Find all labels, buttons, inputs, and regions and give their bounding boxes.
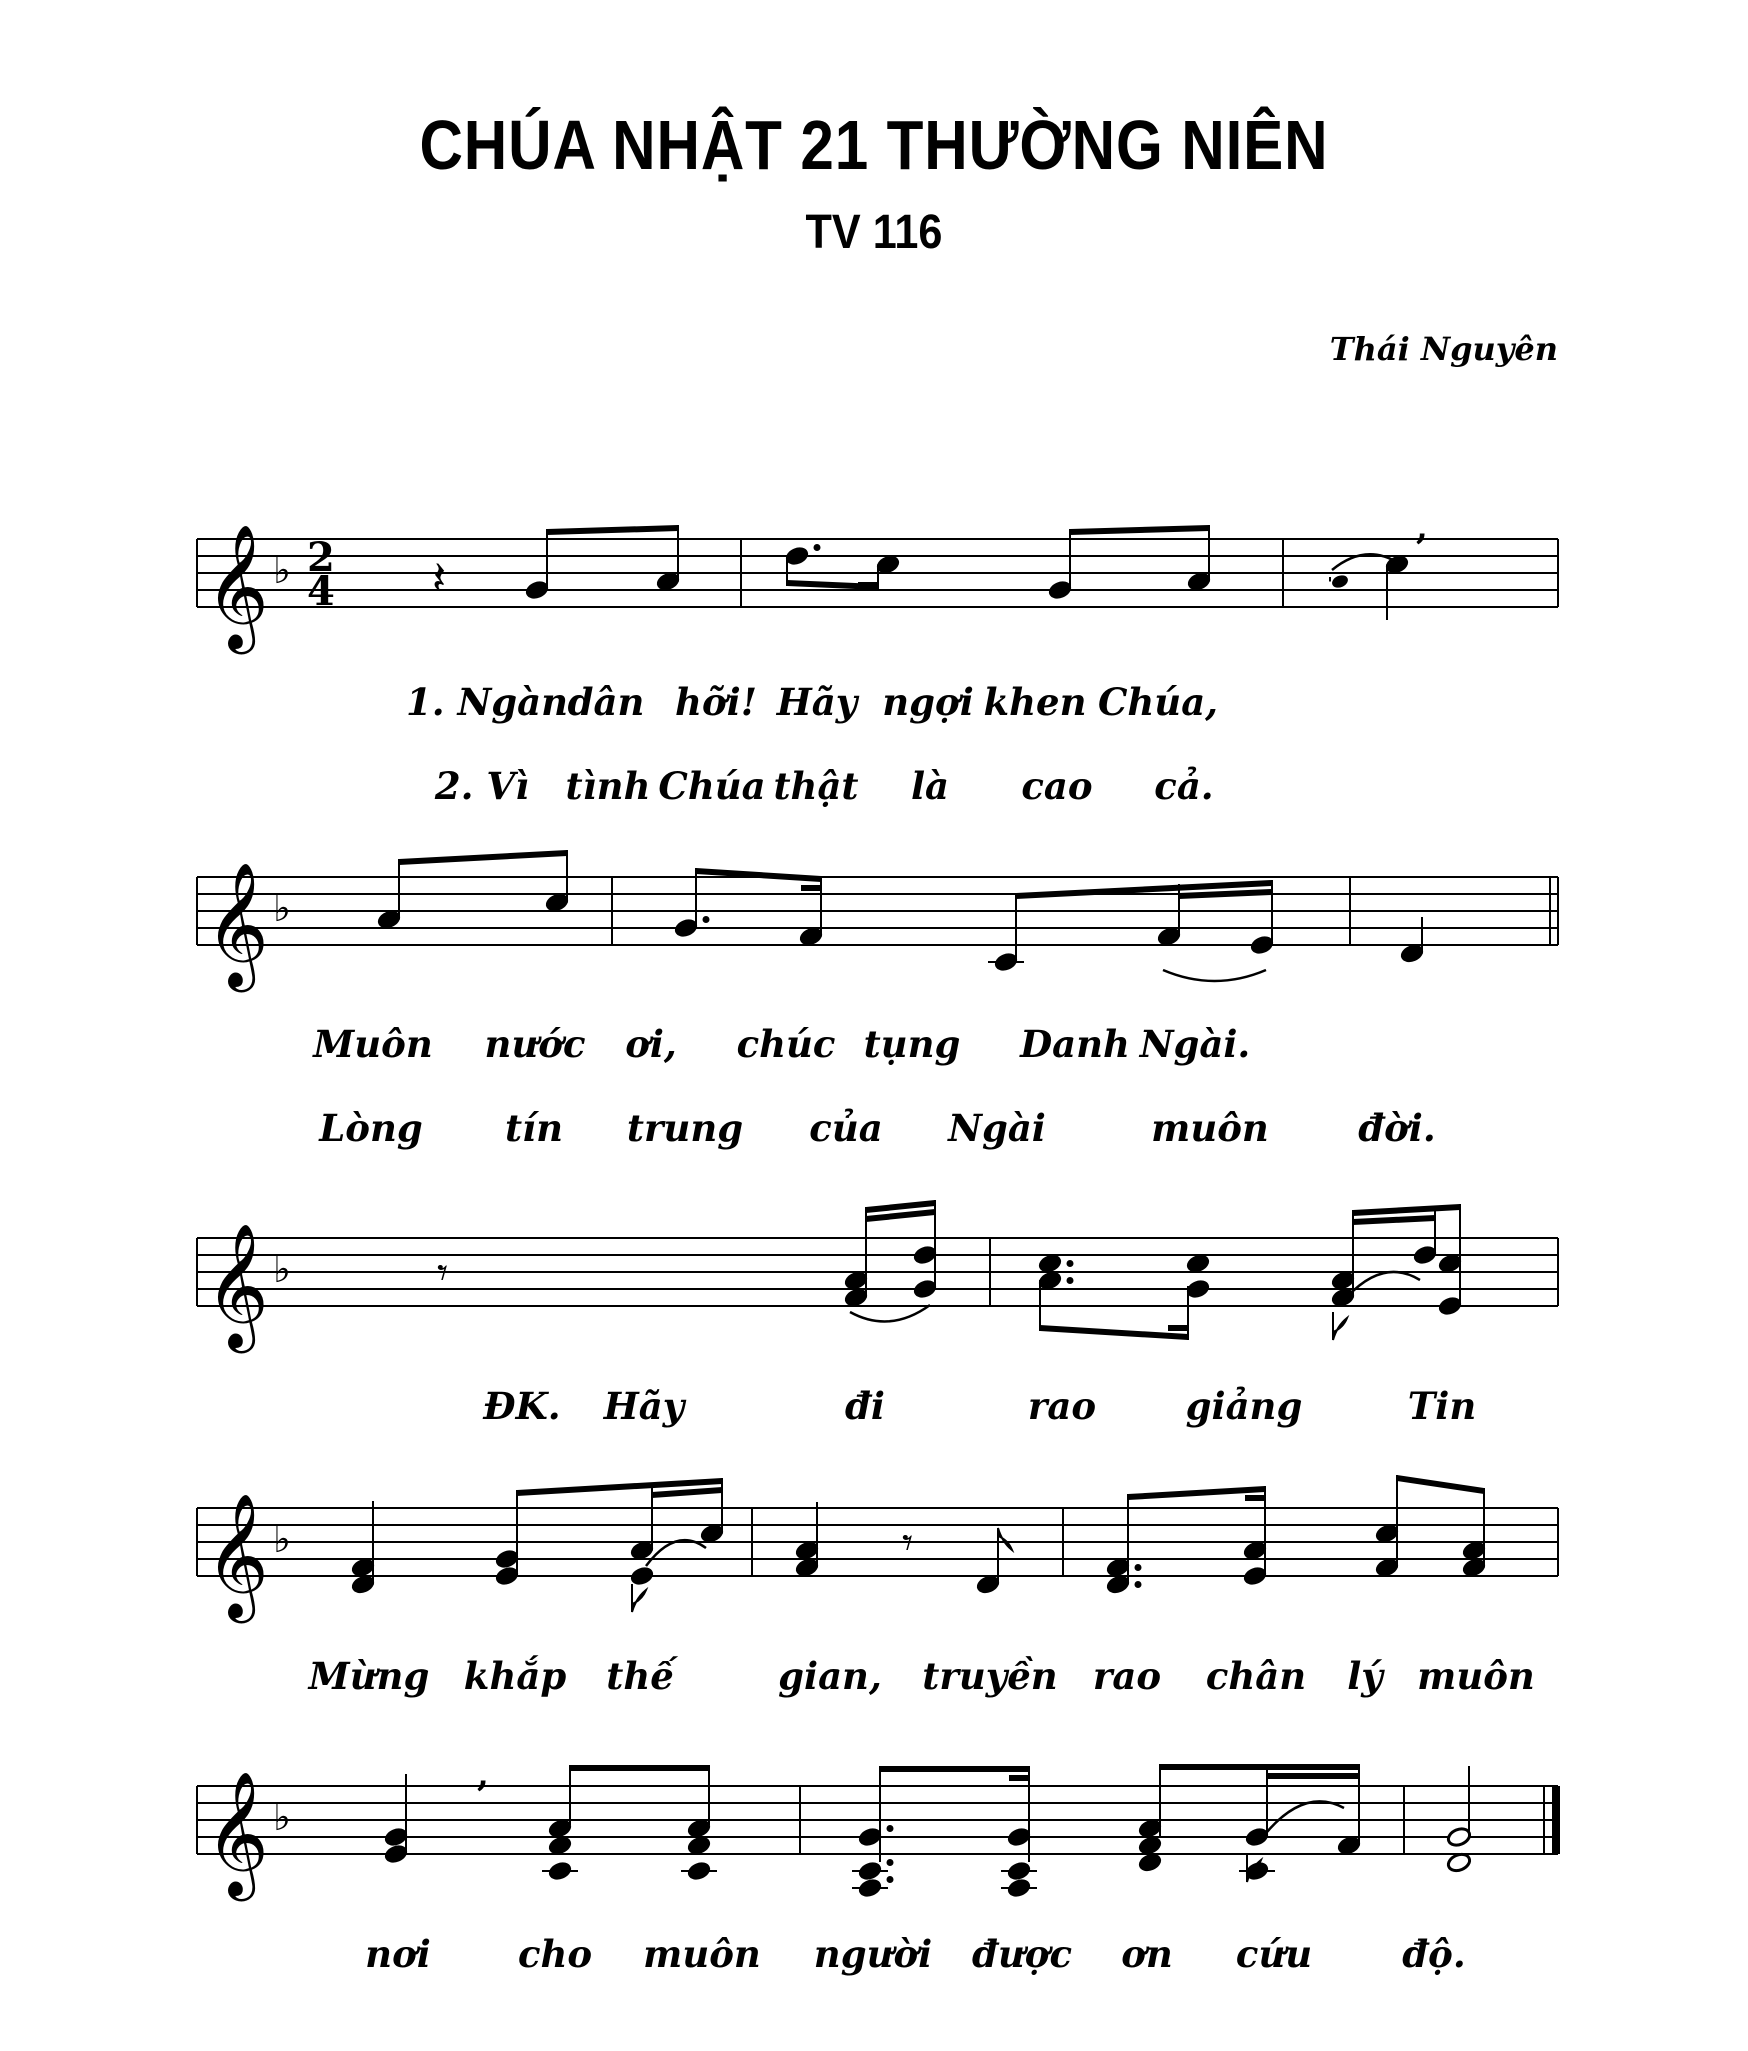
note-beam <box>652 1487 722 1498</box>
lyric-syllable: được <box>972 1932 1072 1976</box>
lyric-syllable: đi <box>845 1384 885 1428</box>
lyric-syllable: Muôn <box>313 1022 433 1066</box>
lyric-syllable: muôn <box>1151 1106 1269 1150</box>
augmentation-dot <box>1067 1277 1074 1284</box>
note-beam <box>1168 1325 1188 1331</box>
treble-clef-icon: 𝄞 <box>205 1771 269 1896</box>
lyric-syllable: ĐK. <box>483 1384 561 1428</box>
lyric-syllable: thật <box>773 764 859 808</box>
lyric-syllable: giảng <box>1185 1384 1303 1428</box>
lyric-syllable: gian, <box>778 1654 882 1698</box>
time-signature-bottom: 4 <box>307 568 335 615</box>
page-title: CHÚA NHẬT 21 THƯỜNG NIÊN <box>419 106 1329 184</box>
lyric-syllable: tín <box>504 1106 564 1150</box>
lyric-syllable: 1. Ngàn <box>405 680 569 724</box>
lyric-syllable: rao <box>1027 1384 1097 1428</box>
lyric-syllable: của <box>809 1106 883 1150</box>
lyric-syllable: nước <box>484 1022 586 1066</box>
lyric-syllable: chân <box>1205 1654 1307 1698</box>
lyric-syllable: Chúa, <box>1097 680 1219 724</box>
psalm-number: TV 116 <box>805 206 943 259</box>
final-barline <box>1552 1786 1560 1854</box>
lyric-syllable: Lòng <box>319 1106 423 1150</box>
lyric-syllable: muôn <box>643 1932 761 1976</box>
breath-mark-icon: , <box>1416 508 1428 548</box>
lyric-syllable: khắp <box>463 1654 567 1698</box>
lyric-syllable: dân <box>567 680 645 724</box>
lyric-syllable: chúc <box>736 1022 836 1066</box>
lyric-syllable: cho <box>517 1932 593 1976</box>
note-beam <box>570 1765 709 1771</box>
note-flag <box>998 1528 1012 1550</box>
treble-clef-icon: 𝄞 <box>205 1223 269 1348</box>
lyric-syllable: ngợi <box>882 680 974 724</box>
note-beam <box>1070 525 1209 535</box>
lyric-syllable: Tin <box>1407 1384 1477 1428</box>
lyric-syllable: thế <box>606 1654 674 1698</box>
note-beam <box>880 1766 1029 1772</box>
augmentation-dot <box>814 544 821 551</box>
note-beam <box>858 582 878 588</box>
lyric-syllable: cứu <box>1235 1932 1313 1976</box>
composer-name: Thái Nguyên <box>1329 330 1558 368</box>
lyric-syllable: tụng <box>863 1022 961 1066</box>
lyric-syllable: người <box>813 1932 933 1976</box>
slur <box>850 1305 930 1321</box>
lyric-syllable: Hãy <box>776 680 858 724</box>
note-beam <box>1397 1475 1484 1494</box>
augmentation-dot <box>1067 1260 1074 1267</box>
lyric-syllable: ơn <box>1121 1932 1173 1976</box>
note-head <box>629 1565 655 1587</box>
flat-key-signature-icon: ♭ <box>273 886 291 930</box>
lyric-syllable: lý <box>1347 1654 1383 1698</box>
breath-mark-icon: , <box>477 1755 489 1795</box>
note-beam <box>1245 1495 1265 1501</box>
lyric-syllable: đời. <box>1358 1106 1436 1150</box>
augmentation-dot <box>887 1859 894 1866</box>
lyric-syllable: tình <box>565 764 651 808</box>
slur <box>646 1540 706 1566</box>
eighth-rest-icon: 𝄾 <box>902 1518 914 1567</box>
lyric-syllable: ơi, <box>625 1022 677 1066</box>
note-beam <box>1353 1215 1435 1225</box>
flat-key-signature-icon: ♭ <box>273 548 291 592</box>
lyric-syllable: hỡi! <box>675 680 757 724</box>
lyric-syllable: Mừng <box>308 1654 430 1698</box>
note-beam <box>547 525 678 535</box>
lyric-syllable: rao <box>1092 1654 1162 1698</box>
note-flag <box>1333 1318 1347 1340</box>
lyric-syllable: Chúa <box>658 764 766 808</box>
lyric-syllable: Hãy <box>603 1384 685 1428</box>
note-beam <box>1128 1486 1265 1500</box>
eighth-rest-icon: 𝄾 <box>437 1248 449 1297</box>
flat-key-signature-icon: ♭ <box>273 1247 291 1291</box>
augmentation-dot <box>887 1825 894 1832</box>
flat-key-signature-icon: ♭ <box>273 1795 291 1839</box>
lyric-syllable: cao <box>1021 764 1093 808</box>
quarter-rest-icon: 𝄽 <box>432 551 447 605</box>
lyric-syllable: Ngài <box>948 1106 1046 1150</box>
note-flag <box>632 1590 646 1612</box>
note-beam <box>801 885 821 891</box>
lyric-syllable: là <box>910 764 950 808</box>
note-beam <box>696 868 821 882</box>
note-beam <box>1040 1325 1188 1340</box>
lyric-syllable: Ngài. <box>1139 1022 1251 1066</box>
augmentation-dot <box>1135 1564 1142 1571</box>
time-signature-top: 2 <box>307 534 335 581</box>
augmentation-dot <box>703 916 710 923</box>
augmentation-dot <box>887 1876 894 1883</box>
note-beam <box>1179 889 1272 899</box>
treble-clef-icon: 𝄞 <box>205 524 269 649</box>
treble-clef-icon: 𝄞 <box>205 862 269 987</box>
note-head <box>1331 574 1349 590</box>
note-beam <box>1009 1775 1029 1781</box>
lyric-syllable: Danh <box>1020 1022 1130 1066</box>
lyric-syllable: cả. <box>1154 764 1214 808</box>
lyric-syllable: trung <box>626 1106 744 1150</box>
lyric-syllable: muôn <box>1417 1654 1535 1698</box>
note-beam <box>1353 1204 1460 1216</box>
note-beam <box>1267 1773 1359 1779</box>
lyric-syllable: khen <box>983 680 1087 724</box>
treble-clef-icon: 𝄞 <box>205 1493 269 1618</box>
slur <box>1348 1272 1420 1296</box>
augmentation-dot <box>1135 1581 1142 1588</box>
lyric-syllable: truyền <box>922 1654 1058 1698</box>
flat-key-signature-icon: ♭ <box>273 1517 291 1561</box>
slur <box>1163 970 1266 981</box>
lyric-syllable: 2. Vì <box>434 764 530 808</box>
note-beam <box>399 850 567 865</box>
lyric-syllable: nơi <box>365 1932 431 1976</box>
lyric-syllable: độ. <box>1402 1932 1466 1976</box>
note-beam <box>1160 1764 1359 1770</box>
